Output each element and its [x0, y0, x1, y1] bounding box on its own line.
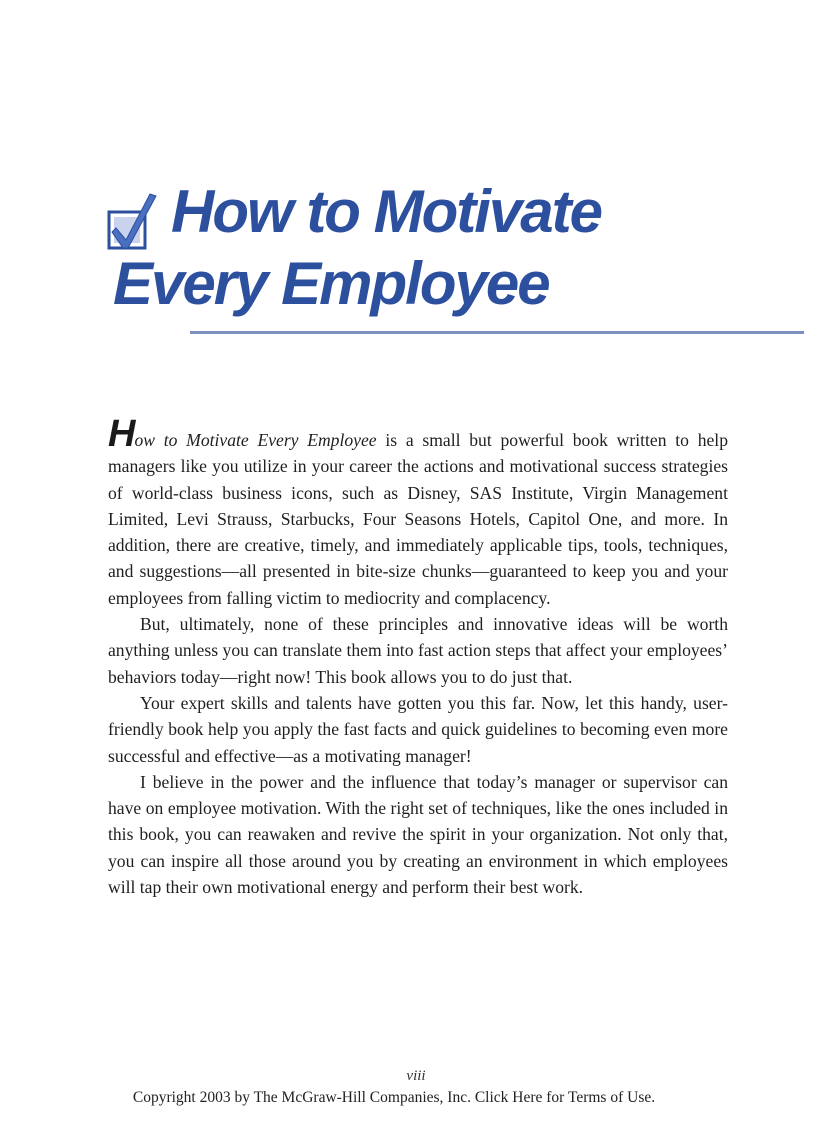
page-number: viii [406, 1068, 426, 1084]
paragraph-2: But, ultimately, none of these principles and innovative ideas will be worth anything unless you can translate them into fast action steps that affect your employees’ behaviors today—right now! This book allows you to do just that. [108, 614, 728, 687]
book-title-reference: ow to Motivate Every Employee [134, 430, 377, 450]
paragraph-3: Your expert skills and talents have gotten you this far. Now, let this handy, user-friendly book help you apply the fast facts and quick guidelines to becoming even more successful and effective—as a motivating manager! [108, 692, 728, 766]
copyright-link[interactable]: Copyright 2003 by The McGraw-Hill Companies, Inc. Click Here for Terms of Use. [132, 1089, 656, 1106]
paragraph-1 [108, 413, 728, 611]
paragraph-1-text: is a small but powerful book written to help managers like you utilize in your career the actions and motivational success strategies of world-class business icons, such as Disney, SAS Institute, Virgin Management Limited, Levi Strauss, Starbucks, Four Seasons Hotels, Capitol One, and more. In addition, there are creative, timely, and immediately applicable tips, tools, techniques, and suggestions—all presented in bite-size chunks—guaranteed to keep you and your employees from falling victim to mediocrity and complacency. [108, 430, 728, 608]
intro-text [108, 413, 728, 900]
checkbox-checked-icon [106, 190, 164, 252]
paragraph-4: I believe in the power and the influence that today’s manager or supervisor can have on employee motivation. With the right set of techniques, like the ones included in this book, you can reawaken and revive the spirit in your organization. Not only that, you can inspire all those around you by creating an environment in which employees will tap their own motivational energy and perform their best work. [108, 771, 728, 898]
title-divider [190, 331, 804, 334]
title-line-2: Every Employee [113, 250, 549, 317]
title-line-1: How to Motivate [171, 178, 601, 245]
drop-cap: H [108, 413, 135, 455]
